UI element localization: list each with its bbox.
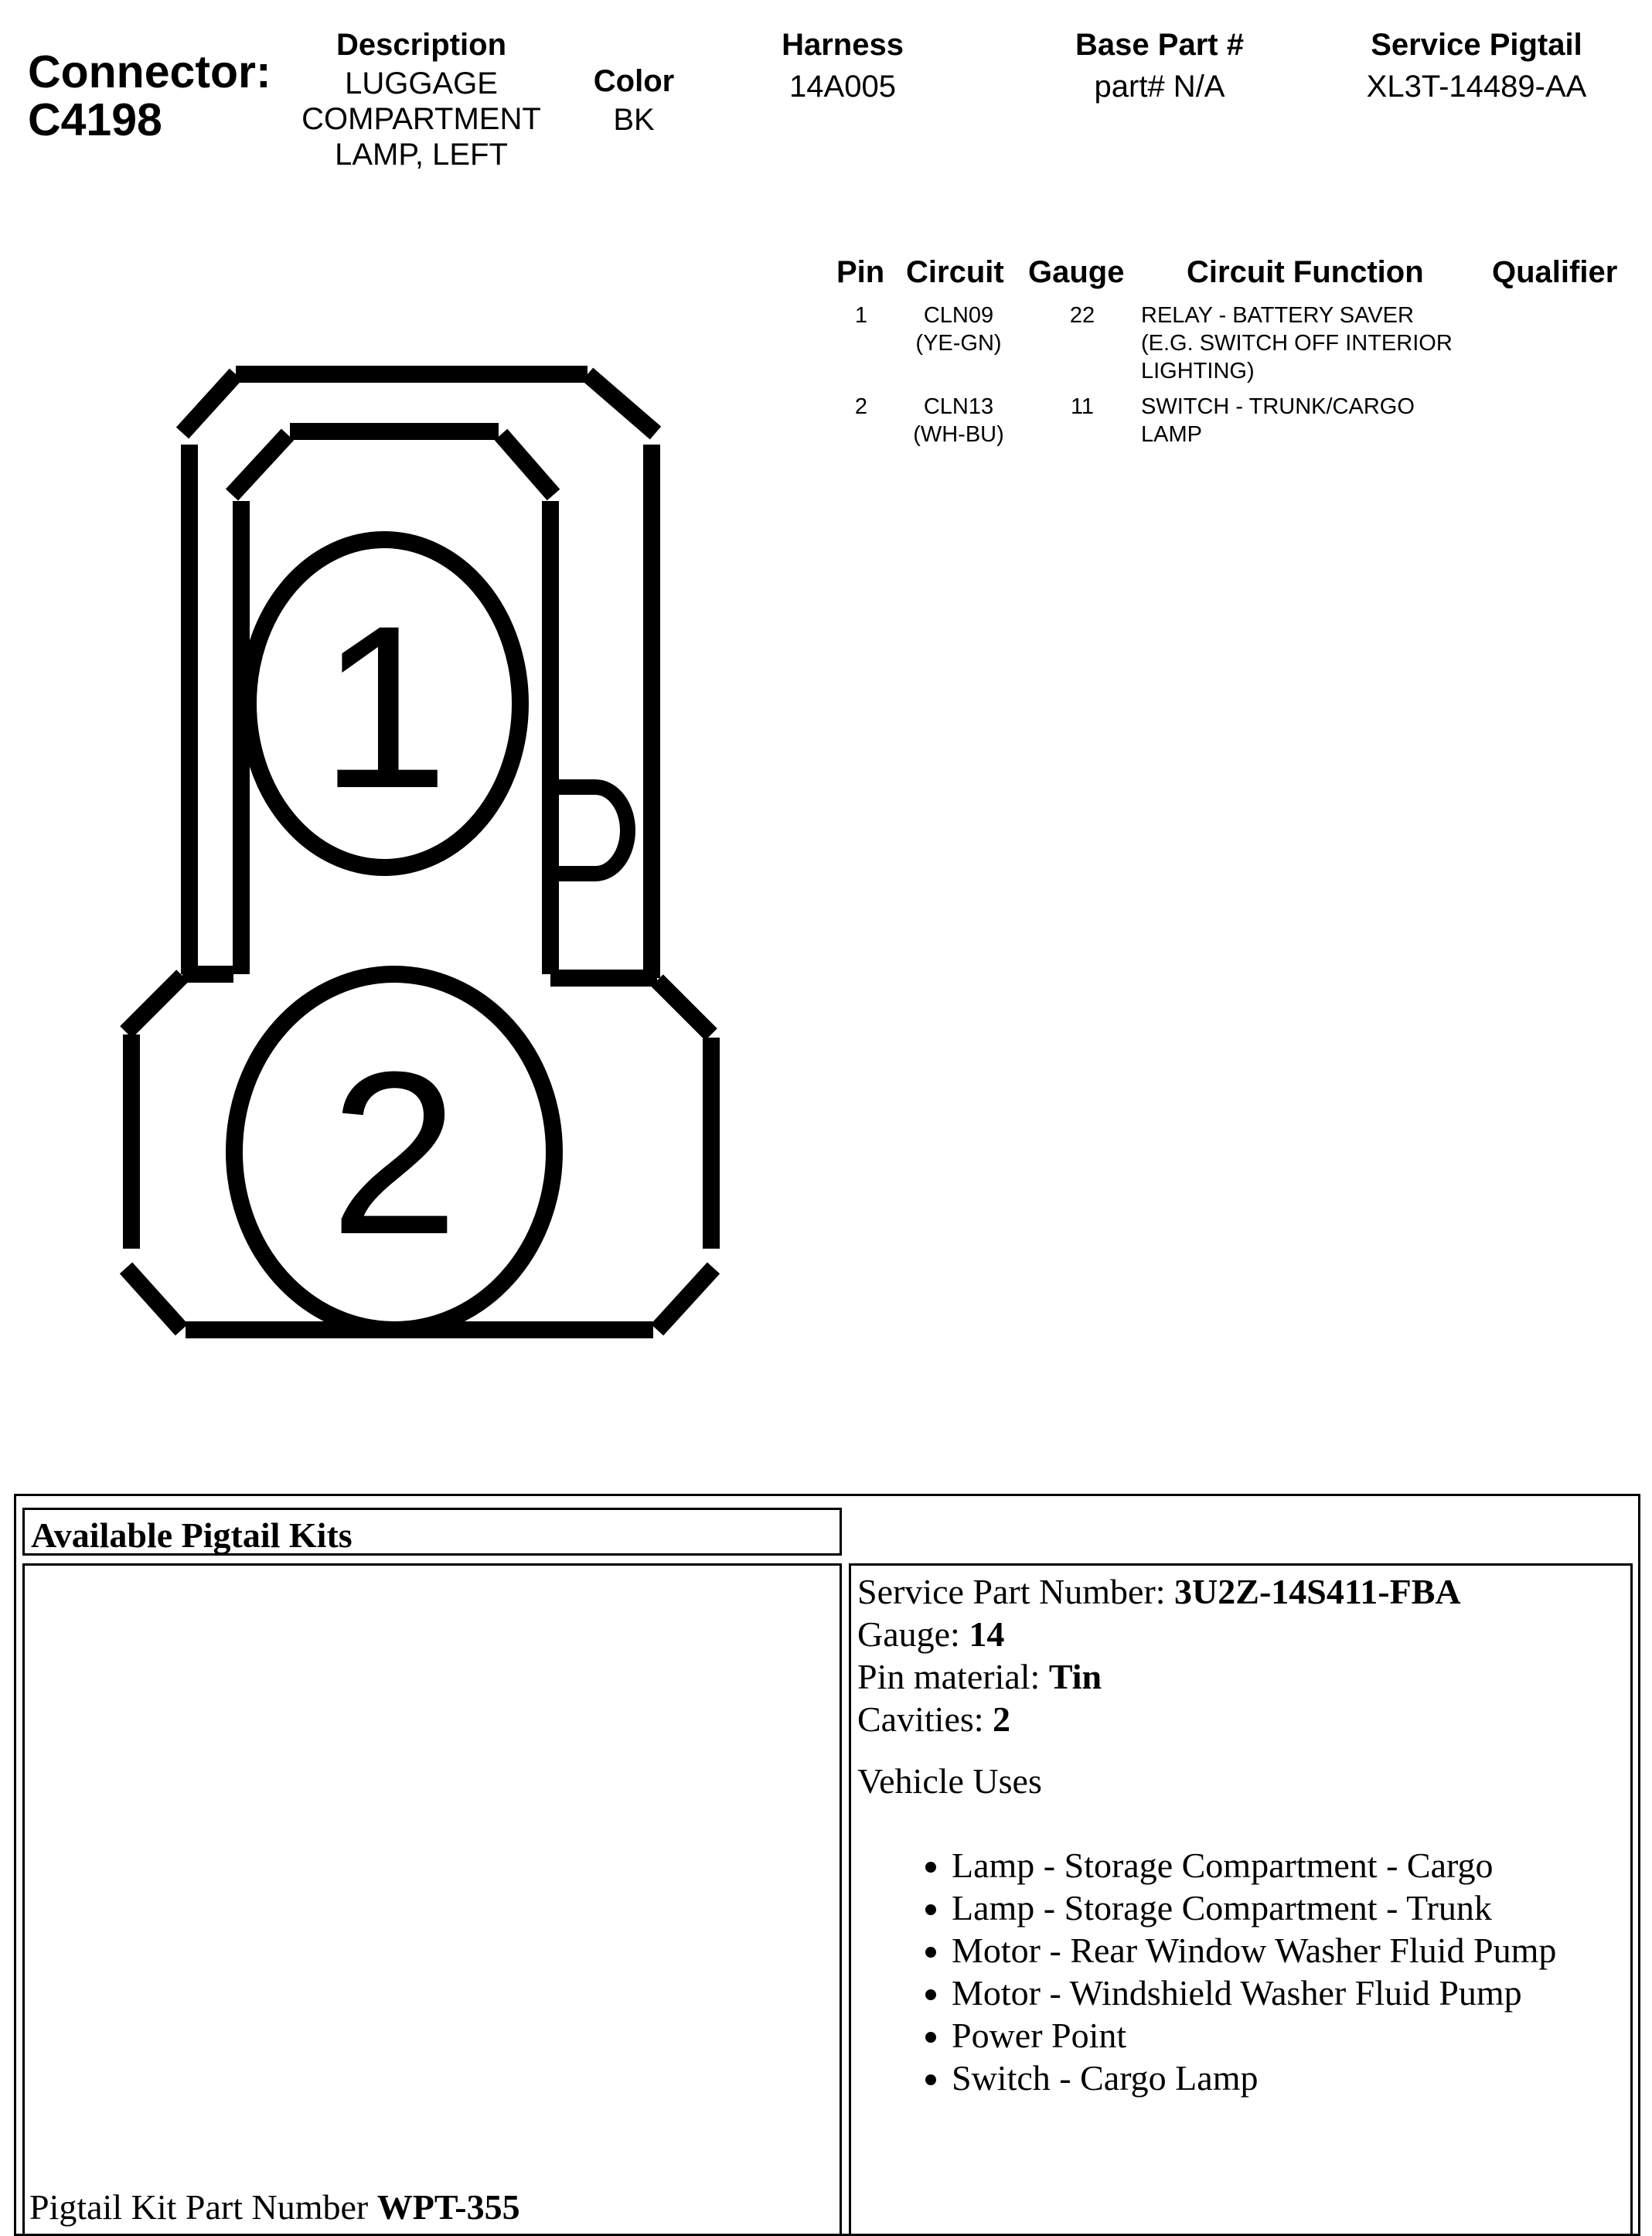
harness-value: 14A005 <box>789 70 896 104</box>
list-item: • Motor - Rear Window Washer Fluid Pump <box>952 1929 1556 1972</box>
vehicle-uses-title: Vehicle Uses <box>857 1761 1042 1801</box>
pigtail-kit-part-number <box>29 2187 520 2227</box>
pigtail-kits-title-box <box>22 1508 842 1556</box>
cavities-value: 2 <box>993 1699 1011 1739</box>
cavities-label: Cavities: <box>857 1699 984 1739</box>
connector-label: Connector: <box>28 46 271 97</box>
pin-number: 2 <box>854 394 868 419</box>
list-item: • Lamp - Storage Compartment - Cargo <box>952 1844 1556 1887</box>
connector-key-tab <box>550 787 628 874</box>
pin-header: Pin <box>836 255 885 289</box>
list-item: • Power Point <box>952 2014 1556 2057</box>
wire-gauge: 22 <box>1069 303 1095 328</box>
service-part-label: Service Part Number: <box>857 1572 1166 1611</box>
description-value: LUGGAGE COMPARTMENT LAMP, LEFT <box>301 66 541 172</box>
cavity-2-label: 2 <box>329 1023 459 1283</box>
qualifier-header: Qualifier <box>1492 255 1618 289</box>
service-pigtail-label: Service Pigtail <box>1371 28 1582 62</box>
circuit-function: SWITCH - TRUNK/CARGO LAMP <box>1141 394 1415 447</box>
service-part-value: 3U2Z-14S411-FBA <box>1174 1572 1461 1611</box>
harness-column <box>727 27 959 104</box>
wire-gauge: 11 <box>1070 394 1095 419</box>
vehicle-uses-list <box>851 1844 1556 2099</box>
circuit-function-header: Circuit Function <box>1187 255 1424 289</box>
gauge-value: 14 <box>969 1614 1005 1654</box>
base-part-label: Base Part # <box>1075 28 1244 62</box>
gauge-header: Gauge <box>1028 255 1125 289</box>
pin-material-value: Tin <box>1048 1657 1102 1696</box>
color-column <box>564 63 703 138</box>
pigtail-kit-box <box>22 1563 842 2236</box>
circuit-code: CLN13 (WH-BU) <box>913 394 1004 447</box>
circuit-code: CLN09 (YE-GN) <box>915 303 1002 356</box>
connector-face-diagram <box>0 348 773 1369</box>
base-part-value: part# N/A <box>1094 70 1225 104</box>
pigtail-spec-box <box>849 1563 1633 2236</box>
list-item: • Switch - Cargo Lamp <box>952 2057 1556 2099</box>
base-part-column <box>1036 27 1283 104</box>
list-item: • Motor - Windshield Washer Fluid Pump <box>952 1972 1556 2014</box>
color-value: BK <box>613 103 655 137</box>
circuit-header: Circuit <box>906 255 1004 289</box>
service-pigtail-value: XL3T-14489-AA <box>1366 70 1587 104</box>
kit-part-label: Pigtail Kit Part Number <box>29 2187 369 2227</box>
kit-part-value: WPT-355 <box>376 2187 520 2227</box>
service-pigtail-column <box>1330 27 1623 104</box>
description-column <box>282 27 560 172</box>
cavity-1-label: 1 <box>319 577 449 837</box>
pigtail-specs <box>857 1570 1461 1740</box>
pin-material-label: Pin material: <box>857 1657 1041 1696</box>
service-part-line <box>857 1570 1461 1613</box>
connector-id: C4198 <box>28 94 162 145</box>
harness-label: Harness <box>782 28 904 62</box>
pin-material-line <box>857 1655 1461 1698</box>
connector-title <box>28 48 271 144</box>
description-label: Description <box>336 28 507 62</box>
pigtail-kits-title: Available Pigtail Kits <box>31 1515 353 1555</box>
circuit-function: RELAY - BATTERY SAVER (E.G. SWITCH OFF INTERIOR LIGHTING) <box>1141 303 1453 383</box>
gauge-line <box>857 1613 1461 1655</box>
gauge-label: Gauge: <box>857 1614 960 1654</box>
color-label: Color <box>593 64 675 98</box>
cavities-line <box>857 1698 1461 1740</box>
list-item: • Lamp - Storage Compartment - Trunk <box>952 1887 1556 1929</box>
pin-number: 1 <box>854 303 868 328</box>
